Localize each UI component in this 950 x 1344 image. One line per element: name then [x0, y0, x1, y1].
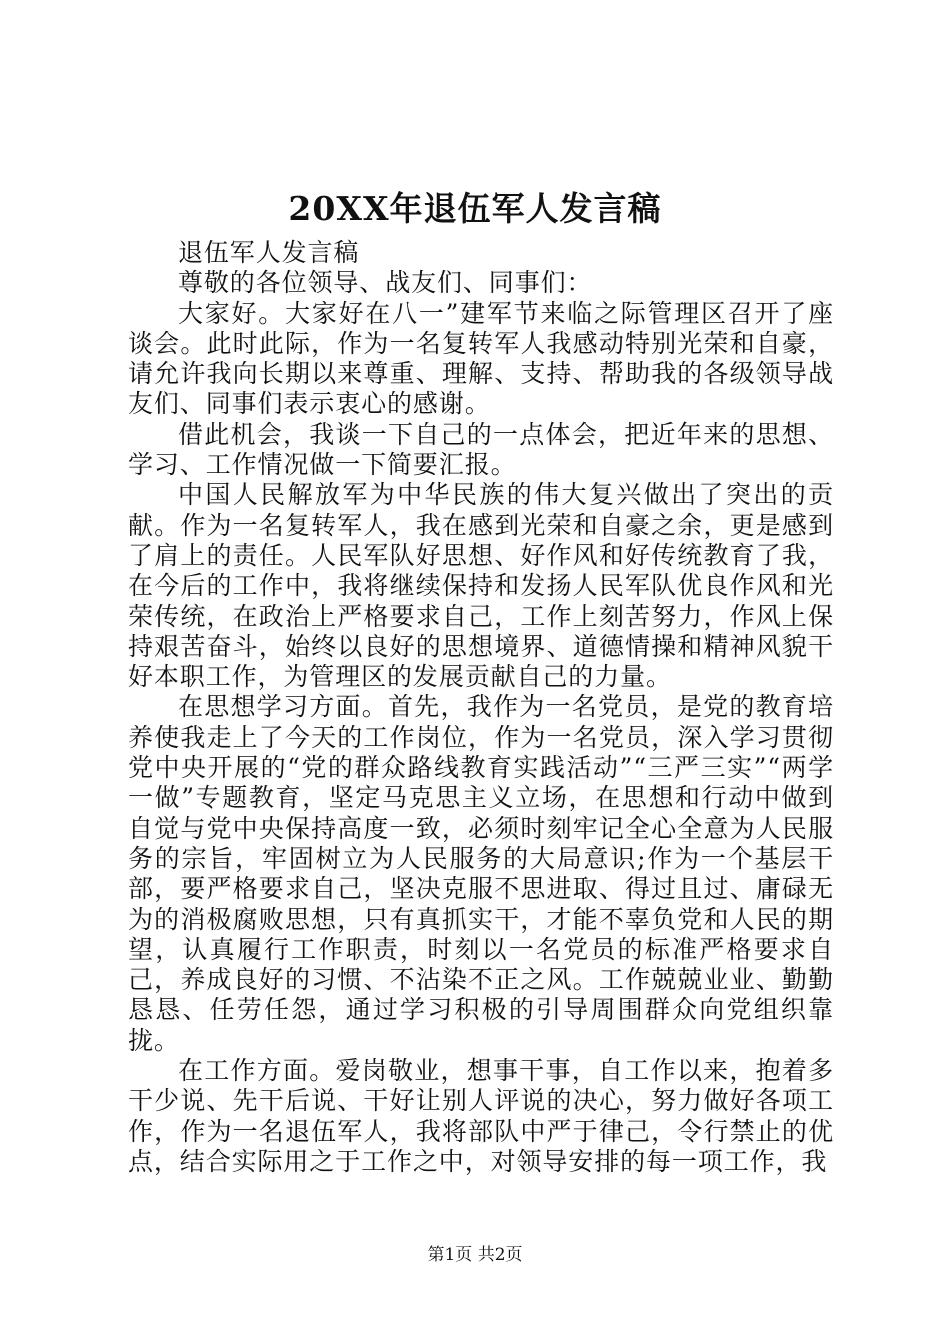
paragraph-thought-study: 在思想学习方面。首先，我作为一名党员，是党的教育培养使我走上了今天的工作岗位，作为一名党员，深入学习贯彻党中央开展的“党的群众路线教育实践活动”“三严三实”“两学一做”专题教育，坚定马克思主义立场，在思想和行动中做到自觉与党中央保持高度一致，必须时刻牢记全心全意为人民服务的宗旨，牢固树立为人民服务的大局意识;作为一个基层干部，要严格要求自己，坚决克服不思进取、得过且过、庸碌无为的消极腐败思想，只有真抓实干，才能不辜负党和人民的期望，认真履行工作职责，时刻以一名党员的标准严格要求自己，养成良好的习惯、不沾染不正之风。工作兢兢业业、勤勤恳恳、任劳任怨，通过学习积极的引导周围群众向党组织靠拢。: [128, 692, 834, 1055]
paragraph-subtitle: 退伍军人发言稿: [178, 238, 360, 267]
document-title: 20XX年退伍军人发言稿: [288, 189, 662, 228]
document-body: [128, 238, 834, 1177]
paragraph-greeting: 大家好。大家好在八一”建军节来临之际管理区召开了座谈会。此时此际，作为一名复转军人我感动特别光荣和自豪，请允许我向长期以来尊重、理解、支持、帮助我的各级领导战友们、同事们表示衷心的感谢。: [128, 298, 834, 419]
paragraph-intro: 借此机会，我谈一下自己的一点体会，把近年来的思想、学习、工作情况做一下简要汇报。: [128, 419, 834, 480]
paragraph-work: 在工作方面。爱岗敬业，想事干事，自工作以来，抱着多干少说、先干后说、干好让别人评说的决心，努力做好各项工作，作为一名退伍军人，我将部队中严于律己，令行禁止的优点，结合实际用之于工作之中，对领导安排的每一项工作，我: [128, 1056, 834, 1176]
paragraph-salutation: 尊敬的各位领导、战友们、同事们：: [178, 268, 593, 298]
page-number-footer: 第1页 共2页: [427, 1245, 523, 1265]
paragraph-responsibility: 中国人民解放军为中华民族的伟大复兴做出了突出的贡献。作为一名复转军人，我在感到光荣和自豪之余，更是感到了肩上的责任。人民军队好思想、好作风和好传统教育了我，在今后的工作中，我将继续保持和发扬人民军队优良作风和光荣传统，在政治上严格要求自己，工作上刻苦努力，作风上保持艰苦奋斗，始终以良好的思想境界、道德情操和精神风貌干好本职工作，为管理区的发展贡献自己的力量。: [128, 480, 834, 692]
